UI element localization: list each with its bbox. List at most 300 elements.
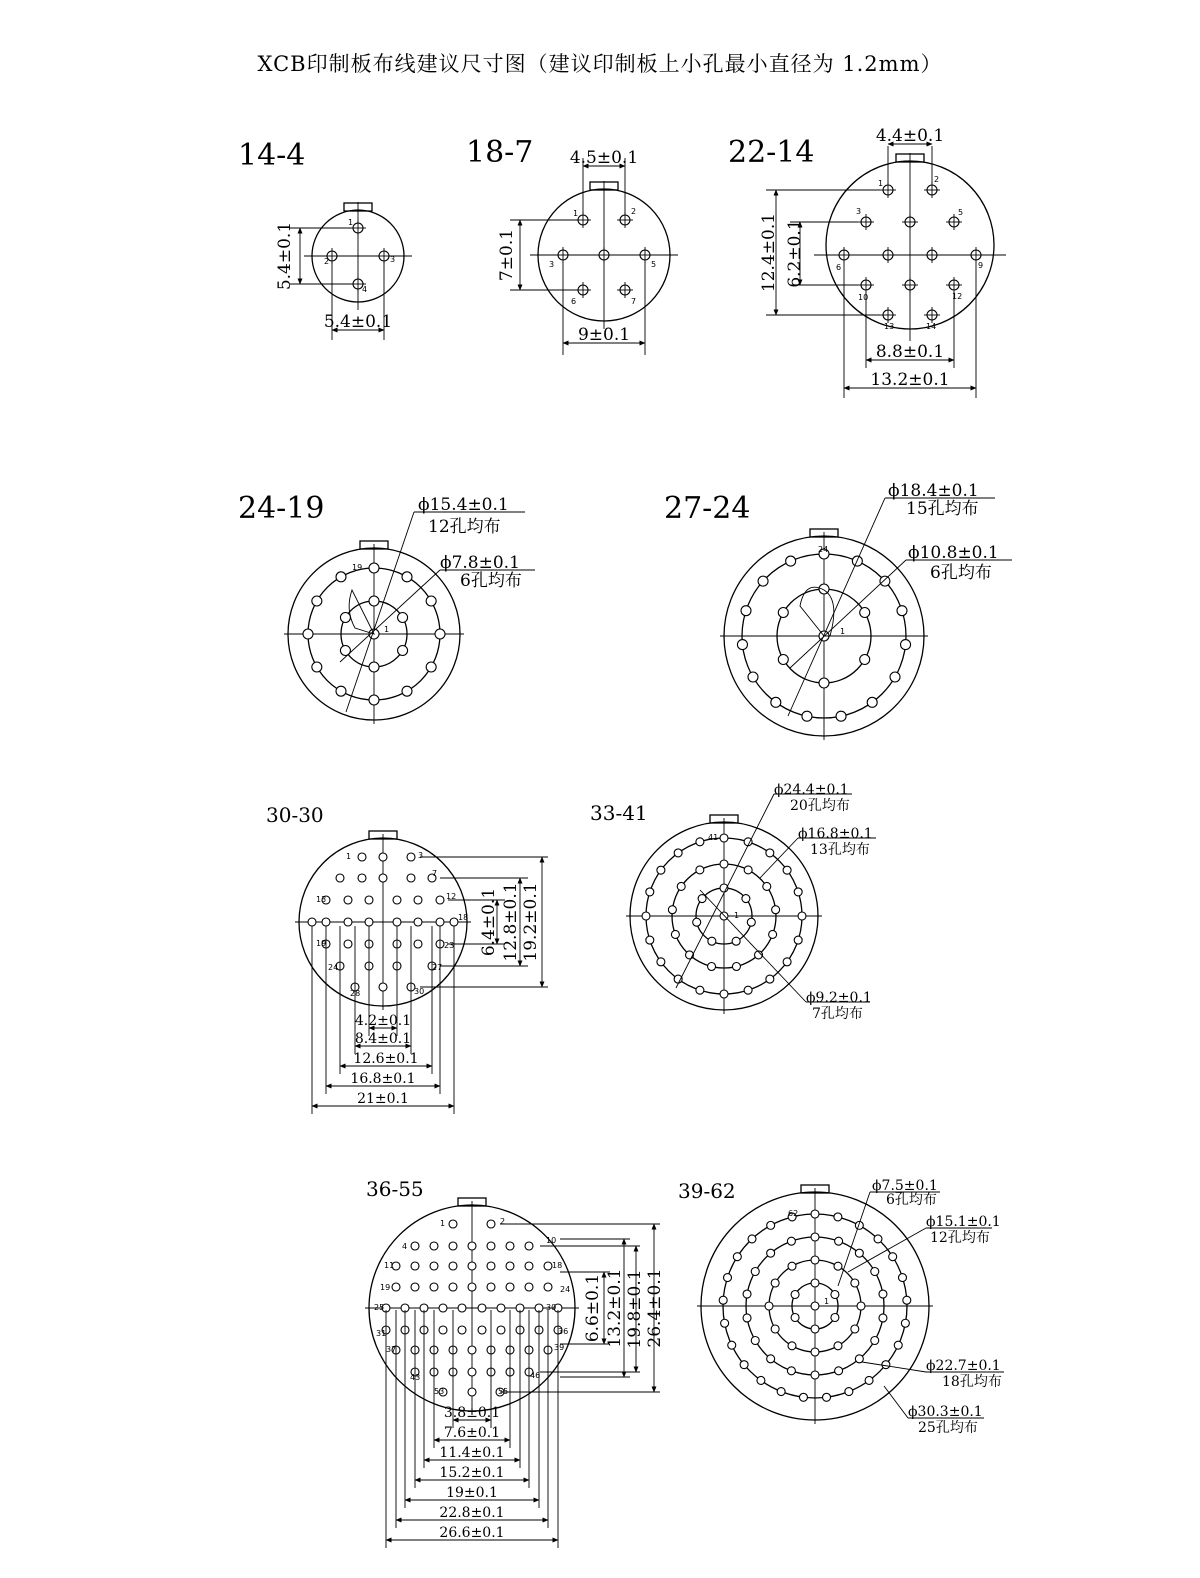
contact-hole xyxy=(708,937,716,945)
circle-diameter-label: ϕ16.8±0.1 xyxy=(798,826,873,842)
leader-line xyxy=(790,560,906,668)
contact-hole xyxy=(778,655,788,665)
contact-hole xyxy=(743,1290,751,1298)
contact-hole xyxy=(771,1279,779,1287)
contact-hole xyxy=(811,1210,819,1218)
contact-hole xyxy=(748,1235,756,1243)
circle-count-label: 18孔均布 xyxy=(942,1374,1002,1390)
contact-hole xyxy=(398,613,408,623)
circle-count-label: 7孔均布 xyxy=(812,1006,863,1022)
pin-number: 9 xyxy=(978,261,984,270)
contact-hole xyxy=(874,1235,882,1243)
pin-number: 6 xyxy=(836,263,842,272)
circle-count-label: 12孔均布 xyxy=(930,1230,990,1246)
contact-hole xyxy=(767,1355,775,1363)
contact-hole xyxy=(411,1283,419,1291)
connector-39-62 xyxy=(678,1178,1004,1436)
contact-hole xyxy=(845,1388,853,1396)
contact-hole xyxy=(392,1283,400,1291)
contact-hole xyxy=(743,1314,751,1322)
pin-number: 24 xyxy=(560,1285,571,1294)
contact-hole xyxy=(788,1342,796,1350)
contact-hole xyxy=(449,1283,457,1291)
circle-diameter-label: ϕ24.4±0.1 xyxy=(774,782,849,798)
contact-hole xyxy=(834,1342,842,1350)
contact-hole xyxy=(720,834,728,842)
dimension-label: 26.6±0.1 xyxy=(439,1525,505,1541)
contact-hole xyxy=(344,940,352,948)
contact-hole xyxy=(778,608,788,618)
pin-number: 46 xyxy=(530,1371,541,1380)
pin-number: 13 xyxy=(316,895,327,904)
connector-title: 18-7 xyxy=(466,135,534,170)
contact-hole xyxy=(336,686,346,696)
pin-number: 19 xyxy=(316,939,327,948)
pin-number: 1 xyxy=(878,179,884,188)
contact-hole xyxy=(369,662,379,672)
dimension-label: 22.8±0.1 xyxy=(439,1505,505,1521)
pin-number: 11 xyxy=(384,1261,395,1270)
contact-hole xyxy=(751,1268,759,1276)
pin-number: 1 xyxy=(346,852,352,861)
contact-hole xyxy=(794,888,802,896)
contact-hole xyxy=(379,853,387,861)
dimension-label: 6.2±0.1 xyxy=(785,219,805,288)
contact-hole xyxy=(786,556,796,566)
contact-hole xyxy=(671,930,679,938)
contact-hole xyxy=(426,662,436,672)
contact-hole xyxy=(831,1291,839,1299)
contact-hole xyxy=(831,1314,839,1322)
contact-hole xyxy=(369,695,379,705)
contact-hole xyxy=(449,1242,457,1250)
circle-diameter-label: ϕ22.7±0.1 xyxy=(926,1358,1001,1374)
pin-number: 1 xyxy=(824,1297,830,1306)
pin-number: 2 xyxy=(324,257,330,266)
dimension-label: 5.4±0.1 xyxy=(275,221,295,291)
pin-number: 13 xyxy=(884,322,895,331)
contact-hole xyxy=(340,613,350,623)
circle-diameter-label: ϕ30.3±0.1 xyxy=(908,1404,983,1420)
pin-path xyxy=(349,590,374,634)
pin-number: 28 xyxy=(350,989,361,998)
dimension-label: 12.8±0.1 xyxy=(501,882,521,962)
contact-hole xyxy=(811,1233,819,1241)
contact-hole xyxy=(720,860,728,868)
pin-number: 43 xyxy=(410,1373,421,1382)
contact-hole xyxy=(696,986,704,994)
pin-number: 2 xyxy=(500,1217,506,1226)
contact-hole xyxy=(430,1283,438,1291)
contact-hole xyxy=(487,1262,495,1270)
contact-hole xyxy=(771,1325,779,1333)
contact-hole xyxy=(767,1249,775,1257)
contact-hole xyxy=(787,1367,795,1375)
pin-number: 2 xyxy=(934,175,940,184)
contact-hole xyxy=(835,1367,843,1375)
contact-hole xyxy=(741,606,751,616)
circle-count-label: 15孔均布 xyxy=(906,499,979,519)
circle-diameter-label: ϕ15.1±0.1 xyxy=(926,1214,1001,1230)
contact-hole xyxy=(544,1262,552,1270)
contact-hole xyxy=(765,1302,773,1310)
contact-hole xyxy=(468,1283,476,1291)
contact-hole xyxy=(487,1283,495,1291)
contact-hole xyxy=(525,1262,533,1270)
dimension-label: 16.8±0.1 xyxy=(350,1071,416,1087)
contact-hole xyxy=(646,936,654,944)
pin-number: 3 xyxy=(856,207,862,216)
contact-hole xyxy=(783,958,791,966)
page-title: XCB印制板布线建议尺寸图（建议印制板上小孔最小直径为 1.2mm） xyxy=(257,52,943,76)
contact-hole xyxy=(708,962,716,970)
dimension-label: 19.2±0.1 xyxy=(521,882,541,962)
contact-hole xyxy=(860,608,870,618)
contact-hole xyxy=(411,1242,419,1250)
pin-number: 37 xyxy=(386,1345,397,1354)
contact-hole xyxy=(450,918,458,926)
contact-hole xyxy=(865,1376,873,1384)
contact-hole xyxy=(894,1341,902,1349)
dimension-label: 6.4±0.1 xyxy=(479,887,499,957)
pin-number: 18 xyxy=(552,1261,563,1270)
contact-hole xyxy=(312,596,322,606)
contact-hole xyxy=(871,1268,879,1276)
connector-30-30 xyxy=(266,803,548,1114)
dimension-label: 4.4±0.1 xyxy=(875,126,945,146)
contact-hole xyxy=(312,662,322,672)
dimension-label: 4.5±0.1 xyxy=(569,148,639,168)
leader-line xyxy=(760,838,798,878)
connector-27-24 xyxy=(664,481,1012,740)
contact-hole xyxy=(879,1290,887,1298)
contact-hole xyxy=(720,990,728,998)
pin-number: 1 xyxy=(440,1219,446,1228)
contact-hole xyxy=(798,912,806,920)
connector-title: 30-30 xyxy=(266,803,324,827)
contact-hole xyxy=(487,1220,495,1228)
connector-title: 27-24 xyxy=(664,491,751,526)
leader-line xyxy=(788,498,885,716)
circle-count-label: 20孔均布 xyxy=(790,798,850,814)
contact-hole xyxy=(430,1262,438,1270)
dimension-label: 7±0.1 xyxy=(497,228,517,282)
pin-number: 25 xyxy=(374,1303,385,1312)
contact-hole xyxy=(802,711,812,721)
pin-number: 27 xyxy=(432,963,443,972)
dimension-label: 8.4±0.1 xyxy=(354,1031,412,1047)
contact-hole xyxy=(365,896,373,904)
contact-hole xyxy=(787,1237,795,1245)
connector-title: 33-41 xyxy=(590,801,648,825)
contact-hole xyxy=(344,918,352,926)
contact-hole xyxy=(769,930,777,938)
pin-number: 18 xyxy=(458,913,469,922)
contact-hole xyxy=(525,1283,533,1291)
leader-line xyxy=(700,890,806,1002)
contact-hole xyxy=(799,1393,807,1401)
contact-hole xyxy=(426,596,436,606)
contact-hole xyxy=(724,1274,732,1282)
connector-18-7 xyxy=(466,135,678,355)
contact-hole xyxy=(901,1319,909,1327)
pin-number: 23 xyxy=(444,941,455,950)
contact-hole xyxy=(696,838,704,846)
pin-number: 10 xyxy=(546,1236,557,1245)
pin-number: 19 xyxy=(352,563,363,572)
contact-hole xyxy=(835,1237,843,1245)
contact-hole xyxy=(365,918,373,926)
dimension-label: 5.4±0.1 xyxy=(323,312,393,332)
contact-hole xyxy=(497,1326,505,1334)
contact-hole xyxy=(897,606,907,616)
pin-number: 6 xyxy=(571,297,577,306)
contact-hole xyxy=(758,576,768,586)
contact-hole xyxy=(744,986,752,994)
dimension-label: 12.6±0.1 xyxy=(353,1051,419,1067)
connector-22-14 xyxy=(728,126,1006,398)
pin-number: 4 xyxy=(402,1242,408,1251)
pin-number: 24 xyxy=(818,545,829,554)
contact-hole xyxy=(836,711,846,721)
connector-24-19 xyxy=(238,491,535,724)
contact-hole xyxy=(468,1388,476,1396)
leader-line xyxy=(862,1362,926,1372)
dimension-label: 11.4±0.1 xyxy=(439,1445,505,1461)
contact-hole xyxy=(657,866,665,874)
contact-hole xyxy=(544,1283,552,1291)
contact-hole xyxy=(468,1368,476,1376)
contact-hole xyxy=(811,1371,819,1379)
contact-hole xyxy=(867,697,877,707)
contact-hole xyxy=(719,1296,727,1304)
contact-hole xyxy=(879,1314,887,1322)
circle-diameter-label: ϕ7.8±0.1 xyxy=(440,553,520,573)
dimension-label: 4.2±0.1 xyxy=(354,1013,412,1029)
contact-hole xyxy=(721,1319,729,1327)
contact-hole xyxy=(487,1242,495,1250)
contact-hole xyxy=(379,983,387,991)
dimension-label: 19±0.1 xyxy=(446,1485,498,1501)
contact-hole xyxy=(740,1361,748,1369)
contact-hole xyxy=(763,882,771,890)
contact-hole xyxy=(748,672,758,682)
contact-hole xyxy=(742,895,750,903)
pin-number: 5 xyxy=(958,208,964,217)
contact-hole xyxy=(411,1262,419,1270)
circle-diameter-label: ϕ9.2±0.1 xyxy=(806,990,872,1006)
contact-hole xyxy=(871,1337,879,1345)
contact-hole xyxy=(336,572,346,582)
contact-hole xyxy=(402,572,412,582)
connector-title: 22-14 xyxy=(728,135,815,170)
contact-hole xyxy=(336,874,344,882)
dimension-label: 7.6±0.1 xyxy=(443,1425,501,1441)
dimension-label: 12.4±0.1 xyxy=(759,212,779,293)
contact-hole xyxy=(747,918,755,926)
circle-diameter-label: ϕ15.4±0.1 xyxy=(418,495,509,515)
connector-14-4 xyxy=(238,138,412,340)
pin-number: 53 xyxy=(434,1387,445,1396)
contact-hole xyxy=(344,896,352,904)
dimension-label: 19.8±0.1 xyxy=(625,1269,645,1349)
pin-number: 1 xyxy=(734,911,740,920)
pin-number: 3 xyxy=(549,260,555,269)
contact-hole xyxy=(414,940,422,948)
contact-hole xyxy=(439,1304,447,1312)
contact-hole xyxy=(889,1253,897,1261)
connector-33-41 xyxy=(590,782,876,1022)
contact-hole xyxy=(478,1304,486,1312)
contact-hole xyxy=(851,1279,859,1287)
contact-hole xyxy=(744,866,752,874)
leader-line xyxy=(884,1386,908,1418)
connector-36-55 xyxy=(365,1177,665,1548)
pin-number: 7 xyxy=(631,297,637,306)
contact-hole xyxy=(890,672,900,682)
dimension-label: 13.2±0.1 xyxy=(870,370,950,390)
pin-number: 1 xyxy=(384,625,390,634)
contact-hole xyxy=(696,866,704,874)
circle-count-label: 25孔均布 xyxy=(918,1420,978,1436)
contact-hole xyxy=(468,1262,476,1270)
contact-hole xyxy=(358,874,366,882)
contact-hole xyxy=(468,1242,476,1250)
leader-line xyxy=(346,512,414,712)
pin-number: 12 xyxy=(952,292,963,301)
circle-diameter-label: ϕ7.5±0.1 xyxy=(872,1178,938,1194)
pin-number: 1 xyxy=(348,218,354,227)
pin-number: 3 xyxy=(418,851,424,860)
pin-number: 14 xyxy=(926,322,937,331)
contact-hole xyxy=(436,918,444,926)
dimension-label: 26.4±0.1 xyxy=(645,1268,665,1348)
circle-diameter-label: ϕ18.4±0.1 xyxy=(888,481,979,501)
contact-hole xyxy=(449,1262,457,1270)
contact-hole xyxy=(880,576,890,586)
contact-hole xyxy=(855,1249,863,1257)
contact-hole xyxy=(811,1256,819,1264)
contact-hole xyxy=(857,1302,865,1310)
contact-hole xyxy=(369,596,379,606)
contact-hole xyxy=(379,874,387,882)
contact-hole xyxy=(435,629,445,639)
contact-hole xyxy=(882,1361,890,1369)
connector-title: 39-62 xyxy=(678,1179,736,1203)
pin-number: 3 xyxy=(390,255,396,264)
pin-number: 30 xyxy=(546,1303,557,1312)
contact-hole xyxy=(308,918,316,926)
connector-title: 36-55 xyxy=(366,1177,424,1201)
contact-hole xyxy=(851,1325,859,1333)
contact-hole xyxy=(468,1346,476,1354)
contact-hole xyxy=(668,906,676,914)
pin-number: 19 xyxy=(380,1283,391,1292)
contact-hole xyxy=(811,1348,819,1356)
contact-hole xyxy=(430,1242,438,1250)
contact-hole xyxy=(860,655,870,665)
contact-hole xyxy=(772,906,780,914)
pin-number: 12 xyxy=(446,892,457,901)
contact-hole xyxy=(811,1325,819,1333)
contact-hole xyxy=(732,962,740,970)
contact-hole xyxy=(834,1213,842,1221)
pin-number: 31 xyxy=(376,1329,387,1338)
contact-hole xyxy=(436,896,444,904)
contact-hole xyxy=(407,853,415,861)
contact-hole xyxy=(757,1376,765,1384)
dimension-label: 15.2±0.1 xyxy=(439,1465,505,1481)
pin-number: 4 xyxy=(362,285,368,294)
leader-line xyxy=(838,1192,870,1286)
contact-hole xyxy=(414,918,422,926)
contact-hole xyxy=(777,1388,785,1396)
contact-hole xyxy=(771,697,781,707)
contact-hole xyxy=(449,1220,457,1228)
contact-hole xyxy=(733,1253,741,1261)
connector-title: 24-19 xyxy=(238,491,325,526)
contact-hole xyxy=(414,896,422,904)
contact-hole xyxy=(766,849,774,857)
contact-hole xyxy=(767,1221,775,1229)
contact-hole xyxy=(407,874,415,882)
contact-hole xyxy=(303,629,313,639)
circle-count-label: 6孔均布 xyxy=(930,563,992,583)
dimension-label: 6.6±0.1 xyxy=(583,1273,603,1343)
contact-hole xyxy=(525,1242,533,1250)
contact-hole xyxy=(393,918,401,926)
contact-hole xyxy=(677,882,685,890)
contact-hole xyxy=(766,975,774,983)
contact-hole xyxy=(811,1302,819,1310)
contact-hole xyxy=(506,1242,514,1250)
contact-hole xyxy=(398,646,408,656)
contact-hole xyxy=(458,1326,466,1334)
pin-number: 1 xyxy=(573,209,579,218)
contact-hole xyxy=(823,1393,831,1401)
circle-diameter-label: ϕ10.8±0.1 xyxy=(908,543,999,563)
circle-count-label: 12孔均布 xyxy=(428,517,501,537)
contact-hole xyxy=(728,1341,736,1349)
pin-number: 7 xyxy=(432,869,438,878)
contact-hole xyxy=(402,686,412,696)
circle-count-label: 13孔均布 xyxy=(810,842,870,858)
contact-hole xyxy=(642,912,650,920)
dimension-label: 21±0.1 xyxy=(357,1091,409,1107)
contact-hole xyxy=(657,958,665,966)
contact-hole xyxy=(834,1262,842,1270)
contact-hole xyxy=(901,640,911,650)
contact-hole xyxy=(794,936,802,944)
contact-hole xyxy=(393,896,401,904)
contact-hole xyxy=(369,563,379,573)
pin-number: 24 xyxy=(328,963,339,972)
contact-hole xyxy=(783,866,791,874)
contact-hole xyxy=(478,1326,486,1334)
circle-count-label: 6孔均布 xyxy=(460,571,522,591)
contact-hole xyxy=(358,853,366,861)
connector-title: 14-4 xyxy=(238,138,306,173)
contact-hole xyxy=(732,937,740,945)
pin-number: 30 xyxy=(414,987,425,996)
contact-hole xyxy=(903,1296,911,1304)
pin-number: 1 xyxy=(840,627,846,636)
contact-hole xyxy=(791,1291,799,1299)
pin-path xyxy=(800,587,834,636)
contact-hole xyxy=(439,1326,447,1334)
contact-hole xyxy=(819,678,829,688)
dimension-label: 13.2±0.1 xyxy=(605,1268,625,1348)
